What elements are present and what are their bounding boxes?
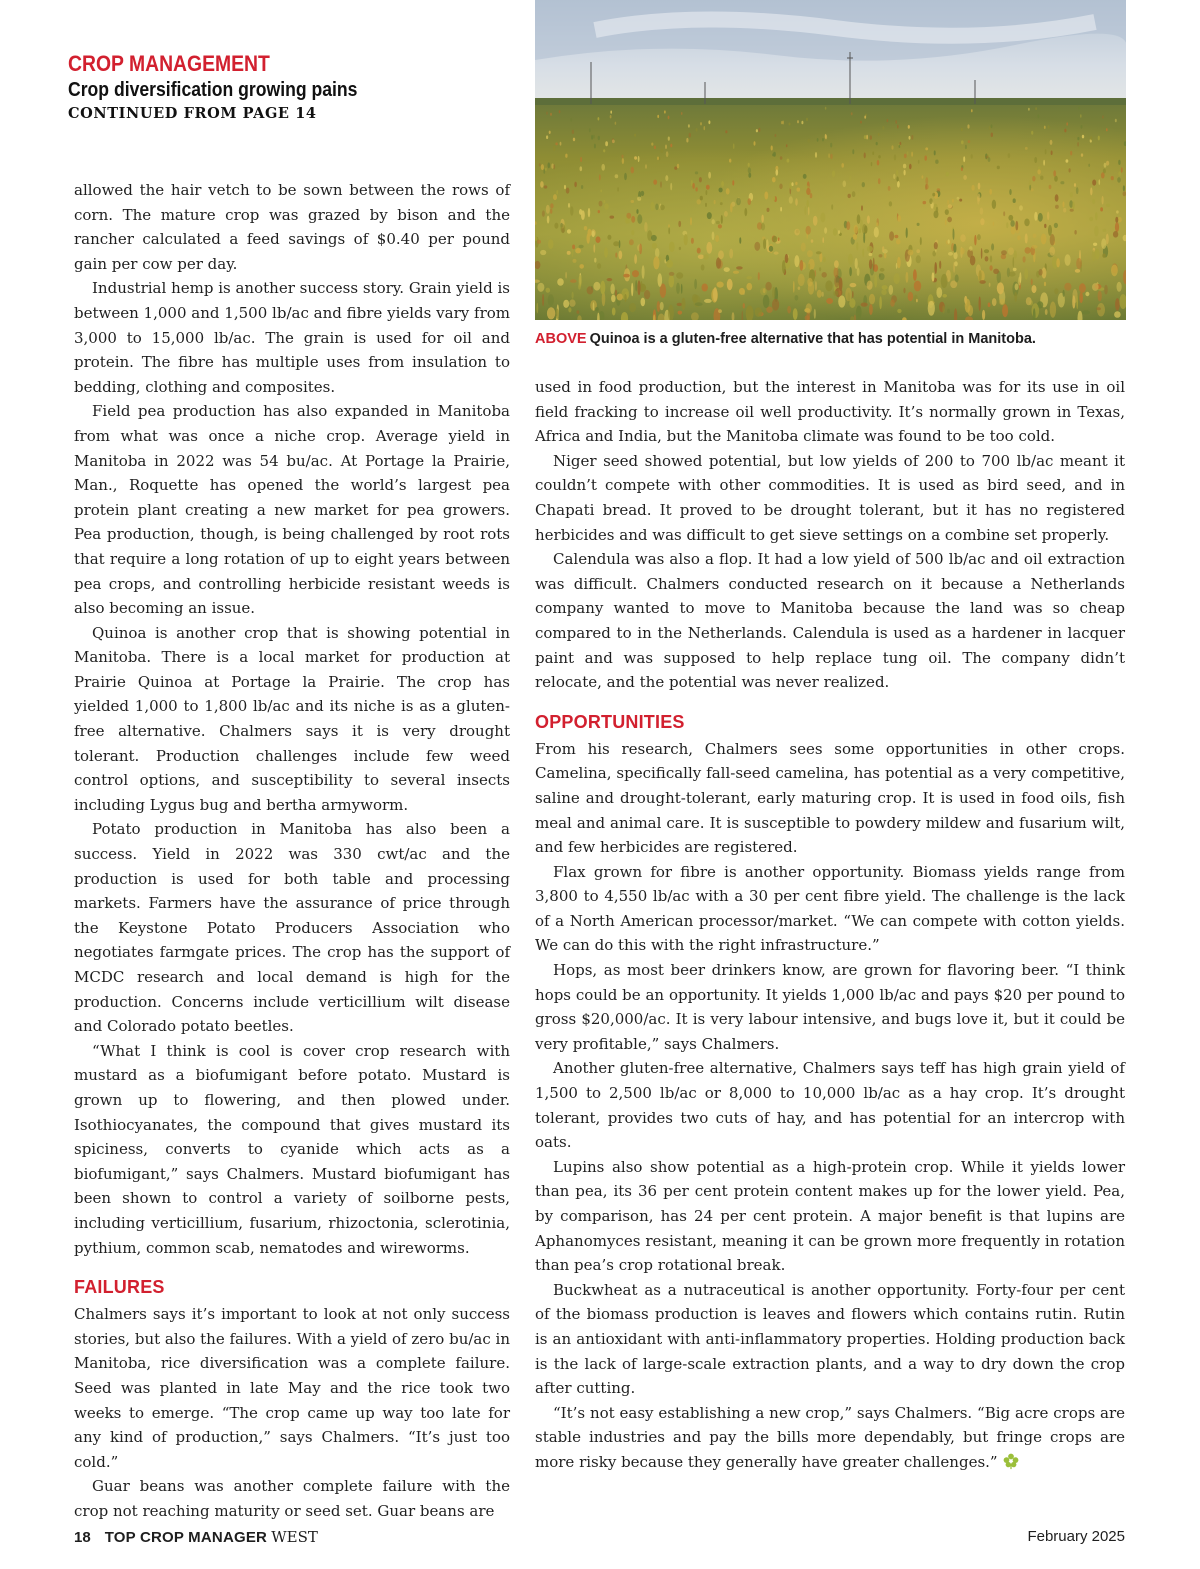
section-label: CROP MANAGEMENT xyxy=(68,51,270,76)
body-paragraph: Flax grown for fibre is another opportunity. Biomass yields range from 3,800 to 4,550 lb/ac with a 30 per cent fibre yield. The challenge is the lack of a North American processor/market. “We can compete with cotton yields. We can do this with the right infrastructure.” xyxy=(535,862,1125,955)
closing-paragraph-text: “It’s not easy establishing a new crop,” says Chalmers. “Big acre crops are stable industries and pay the bills more dependably, but fringe crops are more risky because they generally have greater challenges.” xyxy=(535,1403,1125,1471)
failures-subheading: FAILURES xyxy=(74,1277,165,1298)
leaf-icon xyxy=(1002,1452,1020,1470)
page-number: 18 xyxy=(74,1529,91,1546)
body-paragraph: Buckwheat as a nutraceutical is another opportunity. Forty-four per cent of the biomass production is leaves and flowers which contains rutin. Rutin is an antioxidant with anti-inflammatory properties. Holding production back is the lack of large-scale extraction plants, and a way to dry down the crop after cutting. xyxy=(535,1280,1125,1398)
body-paragraph: Field pea production has also expanded in Manitoba from what was once a niche crop. Average yield in Manitoba in 2022 was 54 bu/ac. At Portage la Prairie, Man., Roquette has opened the world’s largest pea protein plant creating a new market for pea growers. Pea production, though, is being challenged by root rots that require a long rotation of up to eight years between pea crops, and controlling herbicide resistant weeds is also becoming an issue. xyxy=(74,402,510,618)
body-paragraph: Industrial hemp is another success story. Grain yield is between 1,000 and 1,500 lb/ac and fibre yields vary from 3,000 to 15,000 lb/ac. The grain is used for oil and protein. The fibre has multiple uses from insulation to bedding, clothing and composites. xyxy=(74,279,510,396)
body-paragraph: Potato production in Manitoba has also been a success. Yield in 2022 was 330 cwt/ac and the production is used for both table and processing markets. Farmers have the assurance of price through the Keystone Potato Producers Association who negotiates farmgate prices. The crop has the support of MCDC research and local demand is high for the production. Concerns include verticillium wilt disease and Colorado potato beetles. xyxy=(74,820,510,1036)
closing-paragraph xyxy=(535,1401,1125,1475)
left-column xyxy=(74,178,510,1523)
body-paragraph: From his research, Chalmers sees some opportunities in other crops. Camelina, specifically fall-seed camelina, has potential as a very competitive, saline and drought-tolerant, early maturing crop. It is used in food oils, fish meal and animal care. It is susceptible to powdery mildew and fusarium wilt, and few herbicides are registered. xyxy=(535,739,1125,857)
body-paragraph: allowed the hair vetch to be sown between the rows of corn. The mature crop was grazed by bison and the rancher calculated a feed savings of $0.40 per pound gain per cow per day. xyxy=(74,181,510,273)
opportunities-subheading: OPPORTUNITIES xyxy=(535,711,685,732)
article-title: Crop diversification growing pains xyxy=(68,79,358,101)
publication-name: TOP CROP MANAGER xyxy=(104,1529,268,1546)
photo-caption xyxy=(535,330,1135,348)
issue-date: February 2025 xyxy=(1027,1528,1125,1545)
body-paragraph: “What I think is cool is cover crop research with mustard as a biofumigant before potato. Mustard is grown up to flowering, and then plowed under. Isothiocyanates, the compound that gives mustard its spiciness, converts to cyanide which acts as a biofumigant,” says Chalmers. Mustard biofumigant has been shown to control a variety of soilborne pests, including verticillium, fusarium, rhizoctonia, sclerotinia, pythium, common scab, nematodes and wireworms. xyxy=(74,1041,510,1257)
continued-from-label: CONTINUED FROM PAGE 14 xyxy=(68,105,317,122)
body-paragraph: used in food production, but the interest in Manitoba was for its use in oil field fracking to increase oil well productivity. It’s normally grown in Texas, Africa and India, but the Manitoba climate was found to be too cold. xyxy=(535,378,1125,446)
caption-text: Quinoa is a gluten-free alternative that has potential in Manitoba. xyxy=(589,331,1036,347)
quinoa-field-photo xyxy=(535,0,1126,320)
publication-region: WEST xyxy=(271,1528,318,1546)
body-paragraph: Niger seed showed potential, but low yields of 200 to 700 lb/ac meant it couldn’t compete with other commodities. It is used as bird seed, and in Chapati bread. It proved to be drought tolerant, but it has no registered herbicides and was difficult to get sieve settings on a combine set properly. xyxy=(535,451,1125,544)
body-paragraph: Calendula was also a flop. It had a low yield of 500 lb/ac and oil extraction was difficult. Chalmers conducted research on it because a Netherlands company wanted to move to Manitoba because the land was so cheap compared to in the Netherlands. Calendula is used as a hardener in lacquer paint and was supposed to help replace tung oil. The company didn’t relocate, and the potential was never realized. xyxy=(535,550,1125,692)
body-paragraph: Chalmers says it’s important to look at not only success stories, but also the failures. With a yield of zero bu/ac in Manitoba, rice diversification was a complete failure. Seed was planted in late May and the rice took two weeks to emerge. “The crop came up way too late for any kind of production,” says Chalmers. “It’s just too cold.” xyxy=(74,1305,510,1471)
body-paragraph: Another gluten-free alternative, Chalmers says teff has high grain yield of 1,500 to 2,500 lb/ac or 8,000 to 10,000 lb/ac as a hay crop. It’s drought tolerant, provides two cuts of hay, and has potential for an intercrop with oats. xyxy=(535,1059,1125,1152)
footer-publication xyxy=(74,1528,318,1547)
body-paragraph: Guar beans was another complete failure with the crop not reaching maturity or seed set. Guar beans are xyxy=(74,1477,510,1520)
caption-tag: ABOVE xyxy=(535,331,587,347)
right-column xyxy=(535,375,1125,1475)
body-paragraph: Quinoa is another crop that is showing potential in Manitoba. There is a local market for production at Prairie Quinoa at Portage la Prairie. The crop has yielded 1,000 to 1,800 lb/ac and its niche is as a gluten-free alternative. Chalmers says it is very drought tolerant. Production challenges include few weed control options, and susceptibility to several insects including Lygus bug and bertha armyworm. xyxy=(74,623,510,814)
body-paragraph: Lupins also show potential as a high-protein crop. While it yields lower than pea, its 36 per cent protein content makes up for the lower yield. Pea, by comparison, has 24 per cent protein. A major benefit is that lupins are Aphanomyces resistant, meaning it can be grown more frequently in rotation than pea’s crop rotational break. xyxy=(535,1157,1125,1275)
body-paragraph: Hops, as most beer drinkers know, are grown for flavoring beer. “I think hops could be an opportunity. It yields 1,000 lb/ac and pays $20 per pound to gross $20,000/ac. It is very labour intensive, and bugs love it, but it could be very profitable,” says Chalmers. xyxy=(535,961,1125,1053)
